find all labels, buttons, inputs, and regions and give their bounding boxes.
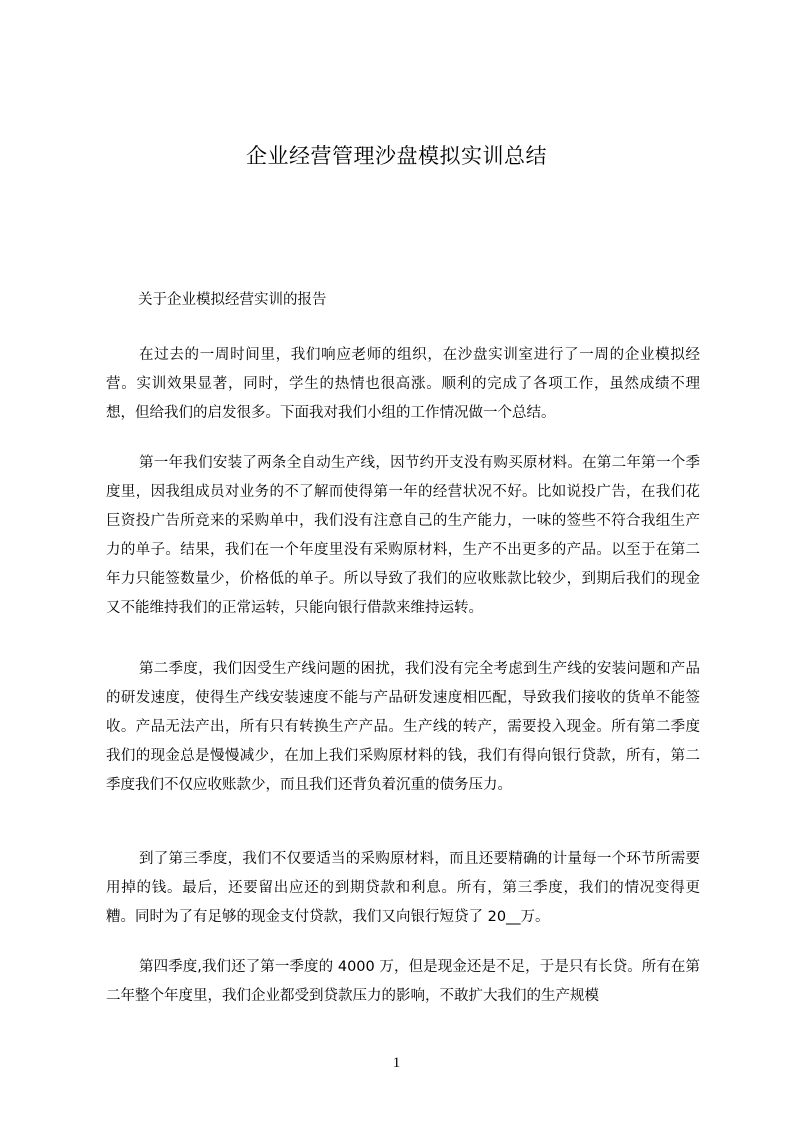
paragraph-second-quarter: 第二季度，我们因受生产线问题的困扰，我们没有完全考虑到生产线的安装问题和产品的研发速度，使得生产线安装速度不能与产品研发速度相匹配，导致我们接收的货单不能签收。产品无法产出，所有只有转换生产产品。生产线的转产，需要投入现金。所有第二季度我们的现金总是慢慢减少，在加上我们采购原材料的钱，我们有得向银行贷款，所有，第二季度我们不仅应收账款少，而且我们还背负着沉重的债务压力。 bbox=[106, 661, 700, 793]
document-subtitle: 关于企业模拟经营实训的报告 bbox=[138, 292, 327, 308]
page-number: 1 bbox=[392, 1055, 401, 1071]
paragraph-first-year: 第一年我们安装了两条全自动生产线，因节约开支没有购买原材料。在第二年第一个季度里，因我组成员对业务的不了解而使得第一年的经营状况不好。比如说投广告，在我们花巨资投广告所竞来的采购单中，我们没有注意自己的生产能力，一味的签些不符合我组生产力的单子。结果，我们在一个年度里没有采购原材料，生产不出更多的产品。以至于在第二年力只能签数量少，价格低的单子。所以导致了我们的应收账款比较少，到期后我们的现金又不能维持我们的正常运转，只能向银行借款来维持运转。 bbox=[106, 455, 700, 616]
paragraph-third-quarter: 到了第三季度，我们不仅要适当的采购原材料，而且还要精确的计量每一个环节所需要用掉的钱。最后，还要留出应还的到期贷款和利息。所有，第三季度，我们的情况变得更糟。同时为了有足够的现金支付贷款，我们又向银行短贷了 20__万。 bbox=[106, 851, 700, 925]
paragraph-fourth-quarter: 第四季度,我们还了第一季度的 4000 万，但是现金还是不足，于是只有长贷。所有在第二年整个年度里，我们企业都受到贷款压力的影响，不敢扩大我们的生产规模 bbox=[106, 959, 700, 1004]
paragraph-intro: 在过去的一周时间里，我们响应老师的组织，在沙盘实训室进行了一周的企业模拟经营。实训效果显著，同时，学生的热情也很高涨。顺利的完成了各项工作，虽然成绩不理想，但给我们的启发很多。下面我对我们小组的工作情况做一个总结。 bbox=[106, 347, 700, 421]
document-title: 企业经营管理沙盘模拟实训总结 bbox=[246, 144, 547, 168]
